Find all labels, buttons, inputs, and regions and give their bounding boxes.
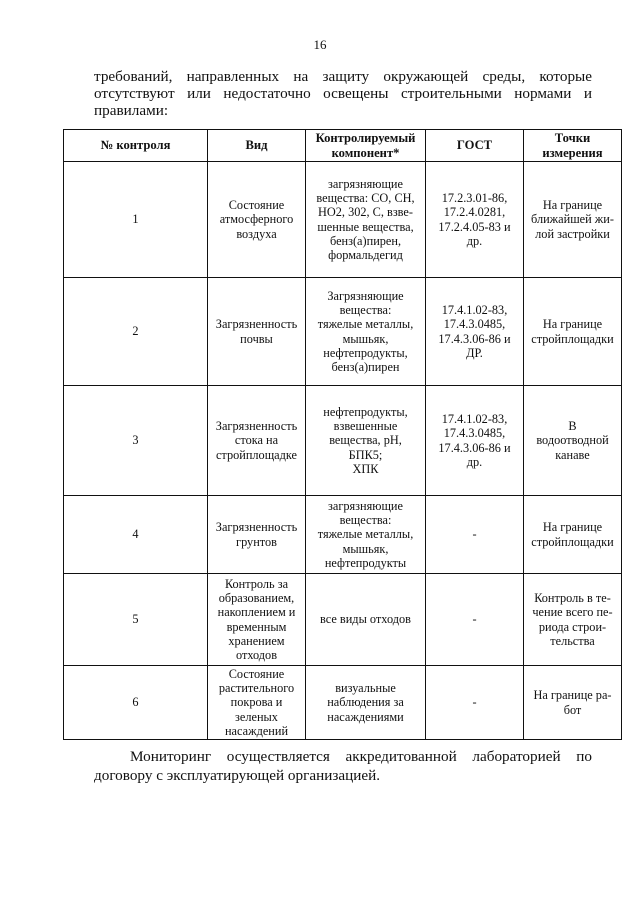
cell-kind: Контроль за образованием, накоплением и временным хранением отходов: [208, 574, 306, 666]
cell-gost: 17.4.1.02-83, 17.4.3.0485, 17.4.3.06-86 и др.: [426, 386, 524, 496]
cell-points: На границе стройплощадки: [524, 496, 622, 574]
cell-component: все виды отходов: [306, 574, 426, 666]
cell-points: В водоотводной канаве: [524, 386, 622, 496]
cell-kind: Загрязненность грунтов: [208, 496, 306, 574]
cell-points: Контроль в те- чение всего пе- риода строи- тельства: [524, 574, 622, 666]
cell-number: 1: [64, 162, 208, 278]
cell-kind: Загрязненность стока на стройплощадке: [208, 386, 306, 496]
cell-number: 5: [64, 574, 208, 666]
cell-points: На границе стройплощадки: [524, 278, 622, 386]
intro-line: отсутствуют или недостаточно освещены строительными нормами и: [94, 85, 592, 102]
intro-paragraph: [94, 68, 592, 119]
cell-number: 3: [64, 386, 208, 496]
cell-gost: -: [426, 574, 524, 666]
table-header-row: [64, 130, 622, 162]
header-component: Контролируемый компонент*: [306, 130, 426, 162]
cell-component: загрязняющие вещества: тяжелые металлы, мышьяк, нефтепродукты: [306, 496, 426, 574]
closing-paragraph: [94, 747, 592, 785]
cell-kind: Загрязненность почвы: [208, 278, 306, 386]
cell-component: загрязняющие вещества: СО, СН, НО2, 302, С, взве- шенные вещества, бенз(а)пирен, формальдегид: [306, 162, 426, 278]
cell-gost: -: [426, 496, 524, 574]
cell-component: Загрязняющие вещества: тяжелые металлы, мышьяк, нефтепродукты, бенз(а)пирен: [306, 278, 426, 386]
cell-kind: Состояние атмосферного воздуха: [208, 162, 306, 278]
cell-number: 2: [64, 278, 208, 386]
header-gost: ГОСТ: [426, 130, 524, 162]
cell-points: На границе ра- бот: [524, 666, 622, 740]
header-number: № контроля: [64, 130, 208, 162]
table-row: [64, 278, 622, 386]
cell-number: 4: [64, 496, 208, 574]
cell-number: 6: [64, 666, 208, 740]
table-row: [64, 386, 622, 496]
cell-gost: 17.2.3.01-86, 17.2.4.0281, 17.2.4.05-83 и др.: [426, 162, 524, 278]
header-kind: Вид: [208, 130, 306, 162]
cell-component: нефтепродукты, взвешенные вещества, рН, БПК5; ХПК: [306, 386, 426, 496]
table-row: [64, 666, 622, 740]
cell-kind: Состояние растительного покрова и зеленых насаждений: [208, 666, 306, 740]
table-row: [64, 162, 622, 278]
cell-points: На границе ближайшей жи- лой застройки: [524, 162, 622, 278]
cell-component: визуальные наблюдения за насаждениями: [306, 666, 426, 740]
header-points: Точки измерения: [524, 130, 622, 162]
closing-line: Мониторинг осуществляется аккредитованной лабораторией по: [130, 748, 592, 765]
monitoring-table: [63, 129, 622, 740]
closing-line: договору с эксплуатирующей организацией.: [94, 767, 380, 784]
intro-line: требований, направленных на защиту окружающей среды, которые: [94, 68, 592, 85]
cell-gost: -: [426, 666, 524, 740]
page-number: 16: [313, 37, 327, 52]
cell-gost: 17.4.1.02-83, 17.4.3.0485, 17.4.3.06-86 и ДР.: [426, 278, 524, 386]
table-row: [64, 496, 622, 574]
table-row: [64, 574, 622, 666]
intro-line: правилами:: [94, 102, 169, 119]
